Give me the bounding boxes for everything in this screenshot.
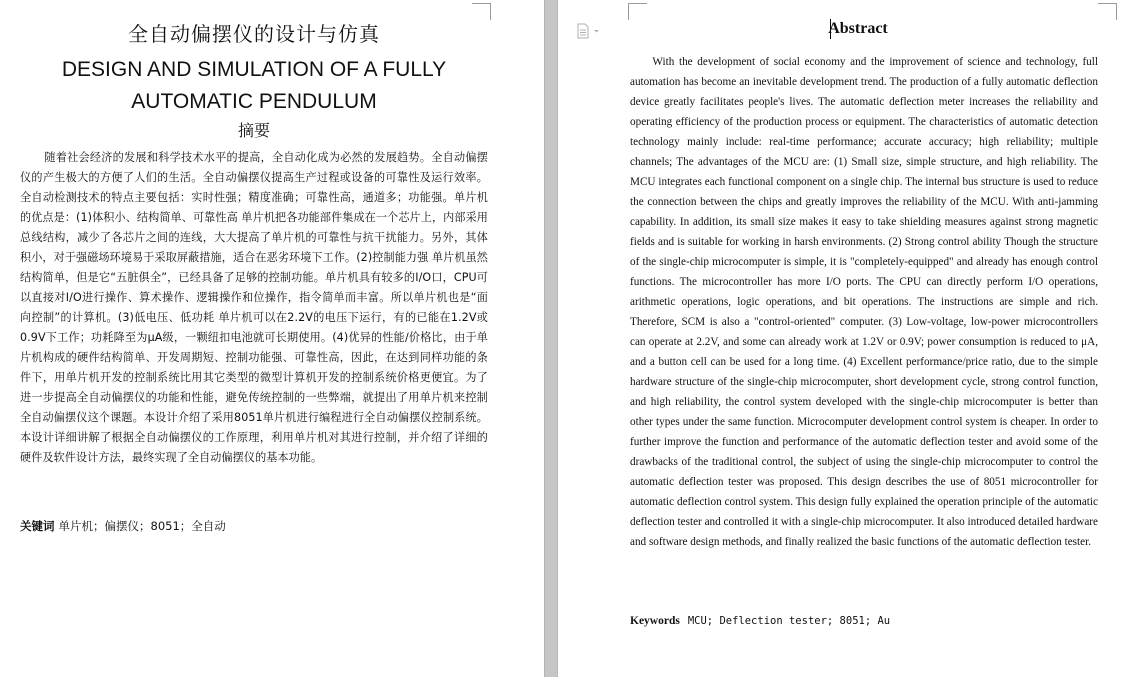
chinese-abstract-heading: 摘要 xyxy=(237,121,270,140)
english-title-line-2: AUTOMATIC PENDULUM xyxy=(131,90,377,113)
english-abstract-page xyxy=(558,0,1140,677)
chinese-keywords-text: 单片机；偏摆仪；8051；全自动 xyxy=(58,519,226,533)
chinese-abstract-page xyxy=(0,0,544,677)
chinese-abstract-body: 随着社会经济的发展和科学技术水平的提高，全自动化成为必然的发展趋势。全自动偏摆仪的产生极大的方便了人们的生活。全自动偏摆仪提高生产过程或设备的可靠性及运行效率。全自动检测技术的特点主要包括：实时性强；精度准确；可靠性高，通道多；功能强。单片机的优点是：(1)体积小、结构简单、可靠性高 单片机把各功能部件集成在一个芯片上，内部采用总线结构，减少了各芯片之间的连线，大大提高了单片机的可靠性与抗干扰能力。另外，其体积小，对于强磁场环境易于采取屏蔽措施，适合在恶劣环境下工作。(2)控制能力强 单片机虽然结构简单，但是它“五脏俱全”，已经具备了足够的控制功能。单片机具有较多的I/O口，CPU可以直接对I/O进行操作、算术操作、逻辑操作和位操作，指令简单而丰富。所以单片机也是“面向控制”的计算机。(3)低电压、低功耗 单片机可以在2.2V的电压下运行，有的已能在1.2V或0.9V下工作；功耗降至为μA级，一颗纽扣电池就可长期使用。(4)优异的性能/价格比，由于单片机构成的硬件结构简单、开发周期短、控制功能强、可靠性高，因此，在达到同样功能的条件下，用单片机开发的控制系统比用其它类型的微型计算机开发的控制系统价格更便宜。为了进一步提高全自动偏摆仪的功能和性能，避免传统控制的一些弊端，就提出了用单片机来控制全自动偏摆仪这个课题。本设计介绍了采用8051单片机进行编程进行全自动偏摆仪控制系统。本设计详细讲解了根据全自动偏摆仪的工作原理，利用单片机对其进行控制，并介绍了详细的硬件及软件设计方法，最终实现了全自动偏摆仪的基本功能。 xyxy=(20,151,488,464)
chinese-keywords xyxy=(20,518,488,534)
english-title xyxy=(20,54,488,118)
english-keywords-text: MCU; Deflection tester; 8051; Au xyxy=(687,615,891,627)
english-keywords xyxy=(630,613,1098,627)
chinese-keywords-label: 关键词 xyxy=(20,519,55,533)
english-title-line-1: DESIGN AND SIMULATION OF A FULLY xyxy=(61,58,447,81)
english-abstract-body: With the development of social economy and the improvement of science and technology, full automation has become an inevitable development trend. The production of a fully automatic deflection device greatly facilitates people's lives. The automatic deflection meter increases the reliability and operating efficiency of the production process or equipment. The characteristics of automatic detection technology mainly include: real-time performance; accurate accuracy; high reliability; multiple channels; The advantages of the MCU are: (1) Small size, simple structure, and high reliability. The MCU integrates each functional component on a single chip. The internal bus structure is used to reduce the connection between the chips and greatly improves the reliability of the MCU. With anti-jamming capability. In addition, its small size makes it easy to take shielding measures against strong magnetic fields and is suitable for working in harsh environments. (2) Strong control ability Though the structure of the single-chip microcomputer is simple, it is "completely-equipped" and already has enough control functions. The microcontroller has more I/O ports. The CPU can directly perform I/O operations, arithmetic operations, logic operations, and bit operations. The instructions are simple and rich. Therefore, SCM is also a "control-oriented" computer. (3) Low-voltage, low-power microcontrollers can operate at 2.2V, and some can already work at 1.2V or 0.9V; power consumption is reduced to μA, and a button cell can be used for a long time. (4) Excellent performance/price ratio, due to the simple hardware structure of the single-chip microcomputer, short development cycle, strong control function, and high reliability, the control system developed with the single-chip microcomputer is better than other types under the same function. Microcomputer development control system is cheaper. In order to further improve the function and performance of the automatic deflection tester and avoid some of the drawbacks of the traditional control, the subject of using the single-chip microcomputer to control the automatic deflection tester was proposed. This design describes the use of 8051 microcontroller for automatic deflection control system. This design fully explained the operation principle of the automatic deflection tester and controlled it with a single-chip microcomputer. It also introduced detailed hardware and software design methods, and finally realized the basic functions of the automatic deflection tester. xyxy=(630,56,1098,548)
english-keywords-label: Keywords xyxy=(630,615,680,627)
document-icon-graphic xyxy=(576,23,604,39)
chinese-title: 全自动偏摆仪的设计与仿真 xyxy=(128,22,380,46)
crop-mark-top-right xyxy=(1098,3,1117,20)
document-icon[interactable] xyxy=(576,23,604,39)
crop-mark-top-left xyxy=(628,3,647,20)
english-abstract-heading: Abstract xyxy=(828,20,888,37)
page-divider xyxy=(544,0,558,677)
